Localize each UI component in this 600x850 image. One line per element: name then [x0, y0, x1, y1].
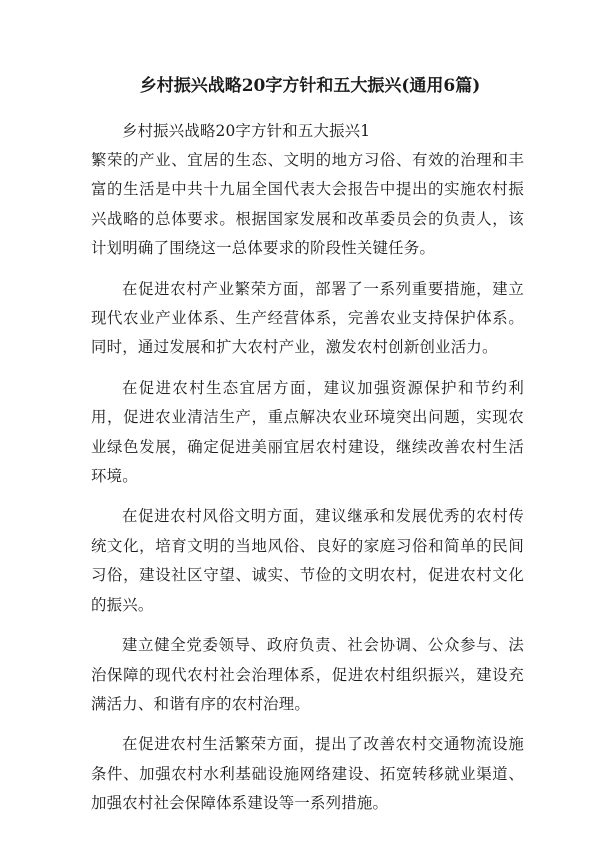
paragraph-effective-governance: 建立健全党委领导、政府负责、社会协调、公众参与、法治保障的现代农村社会治理体系，促进农村组织振兴，建设充满活力、和谐有序的农村治理。	[91, 636, 524, 713]
document-body	[91, 117, 524, 830]
document-title: 乡村振兴战略20字方针和五大振兴(通用6篇)	[139, 76, 481, 96]
section-subtitle: 乡村振兴战略20字方针和五大振兴1	[122, 122, 371, 140]
paragraph-general-requirements: 繁荣的产业、宜居的生态、文明的地方习俗、有效的治理和丰富的生活是中共十九届全国代表大会报告中提出的实施农村振兴战略的总体要求。根据国家发展和改革委员会的负责人，该计划明确了围绕这一总体要求的阶段性关键任务。	[91, 151, 524, 258]
paragraph-ecological-livability: 在促进农村生态宜居方面，建议加强资源保护和节约利用，促进农业清洁生产，重点解决农业环境突出问题，实现农业绿色发展，确定促进美丽宜居农村建设，继续改善农村生活环境。	[91, 378, 524, 486]
paragraph-affluent-life: 在促进农村生活繁荣方面，提出了改善农村交通物流设施条件、加强农村水利基础设施网络建设、拓宽转移就业渠道、加强农村社会保障体系建设等一系列措施。	[91, 735, 524, 813]
paragraph-industry-prosperity: 在促进农村产业繁荣方面，部署了一系列重要措施，建立现代农业产业体系、生产经营体系，完善农业支持保护体系。同时，通过发展和扩大农村产业，激发农村创新创业活力。	[91, 279, 524, 357]
paragraph-civilized-customs: 在促进农村风俗文明方面，建议继承和发展优秀的农村传统文化，培育文明的当地风俗、良好的家庭习俗和简单的民间习俗，建设社区守望、诚实、节俭的文明农村，促进农村文化的振兴。	[91, 507, 524, 614]
